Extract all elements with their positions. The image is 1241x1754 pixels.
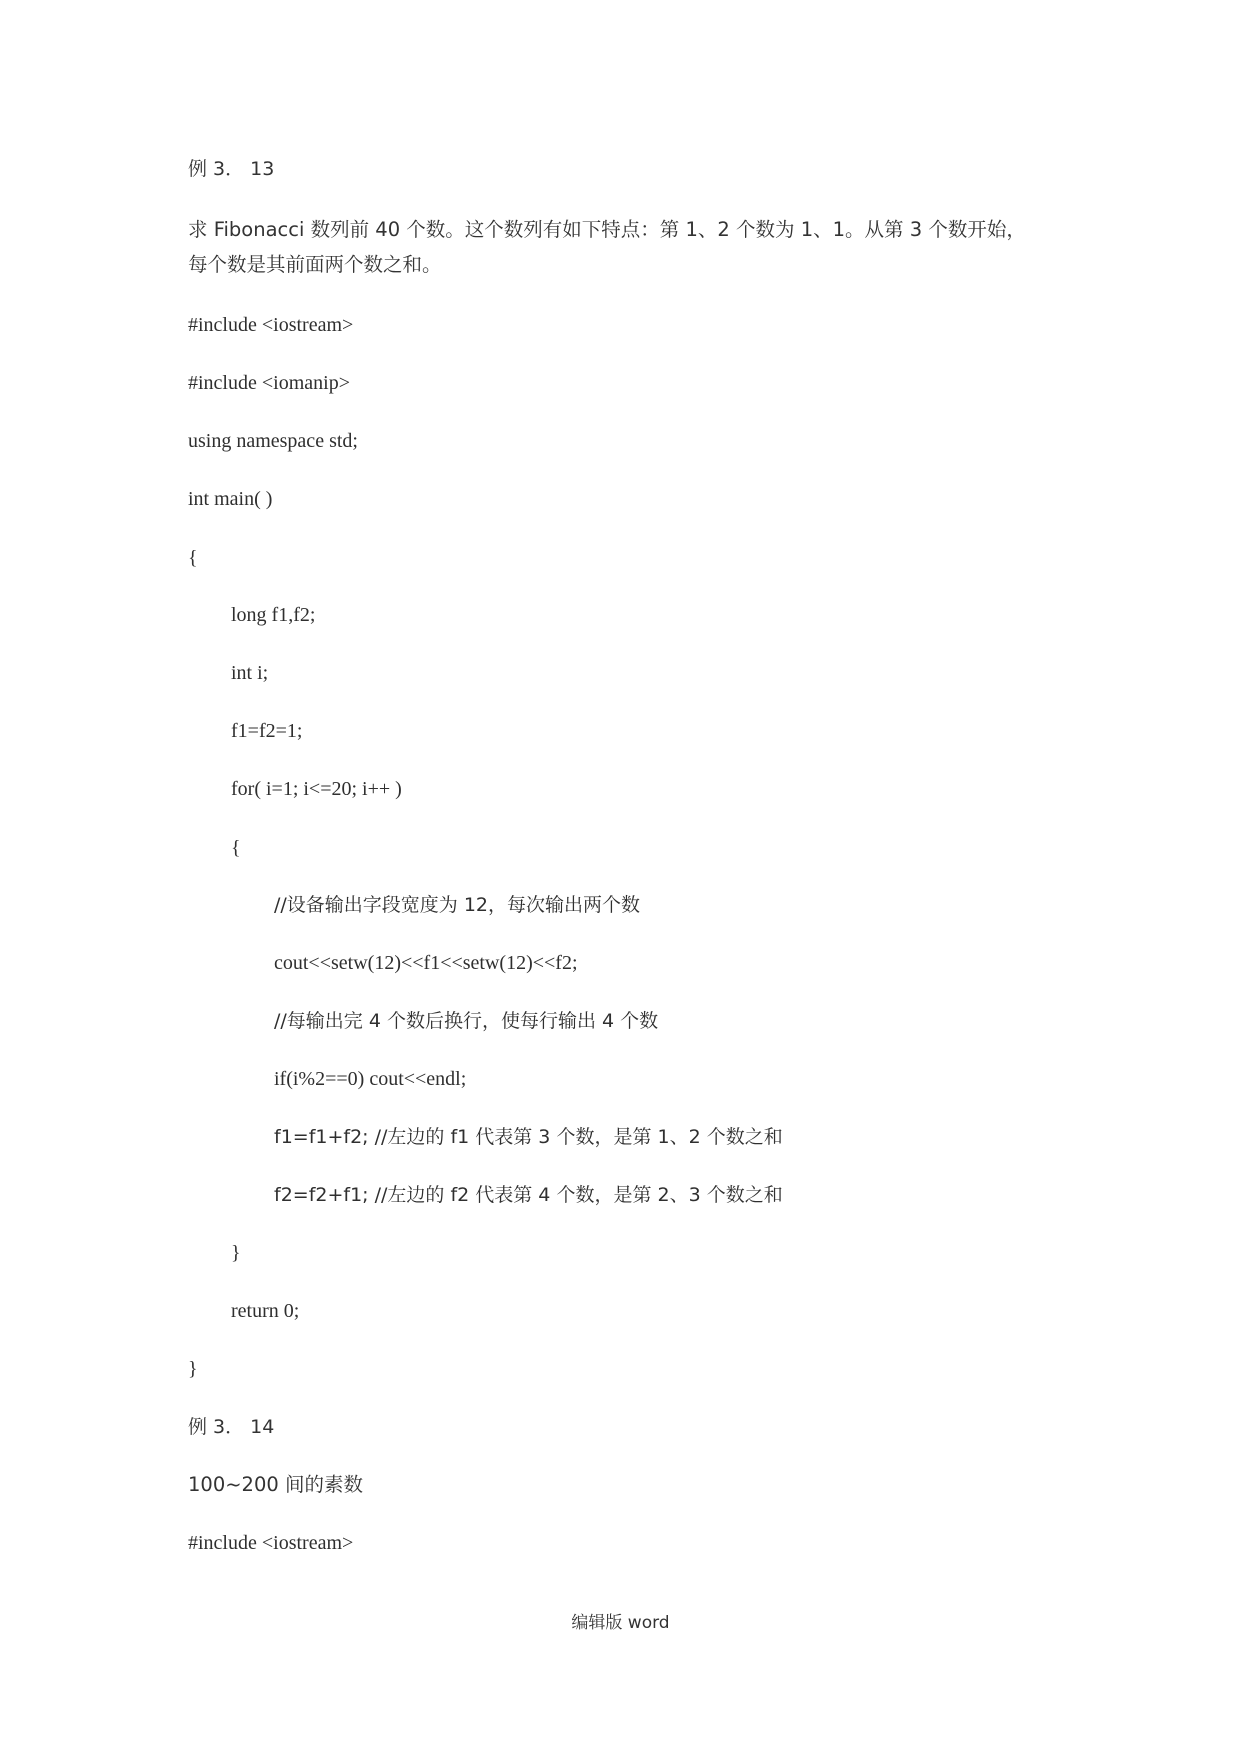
code-line: int i; xyxy=(231,662,269,684)
code-line: int main( ) xyxy=(188,488,273,510)
code-line: f1=f1+f2; //左边的 f1 代表第 3 个数，是第 1、2 个数之和 xyxy=(274,1126,783,1148)
code-line: #include <iomanip> xyxy=(188,372,350,394)
code-line: cout<<setw(12)<<f1<<setw(12)<<f2; xyxy=(274,952,578,974)
code-line: #include <iostream> xyxy=(188,314,354,336)
code-line: using namespace std; xyxy=(188,430,358,452)
example-description-line: 100~200 间的素数 xyxy=(188,1473,363,1496)
example-heading: 例 3． 14 xyxy=(188,1416,275,1438)
example-heading: 例 3． 13 xyxy=(188,158,275,180)
example-description-line: 求 Fibonacci 数列前 40 个数。这个数列有如下特点：第 1、2 个数为 1、1。从第 3 个数开始， xyxy=(188,218,1026,241)
code-line: } xyxy=(231,1242,241,1264)
example-description-line: 每个数是其前面两个数之和。 xyxy=(188,253,442,276)
code-line: { xyxy=(188,547,198,569)
code-line: { xyxy=(231,837,241,859)
code-line: long f1,f2; xyxy=(231,604,316,626)
code-comment-line: //设备输出字段宽度为 12，每次输出两个数 xyxy=(274,894,641,916)
code-line: #include <iostream> xyxy=(188,1532,354,1554)
page-footer: 编辑版 word xyxy=(571,1613,670,1633)
code-line: f2=f2+f1; //左边的 f2 代表第 4 个数，是第 2、3 个数之和 xyxy=(274,1184,783,1206)
code-line: for( i=1; i<=20; i++ ) xyxy=(231,778,402,800)
code-line: f1=f2=1; xyxy=(231,720,303,742)
code-line: return 0; xyxy=(231,1300,300,1322)
code-line: } xyxy=(188,1358,198,1380)
code-comment-line: //每输出完 4 个数后换行，使每行输出 4 个数 xyxy=(274,1010,659,1032)
code-line: if(i%2==0) cout<<endl; xyxy=(274,1068,467,1090)
